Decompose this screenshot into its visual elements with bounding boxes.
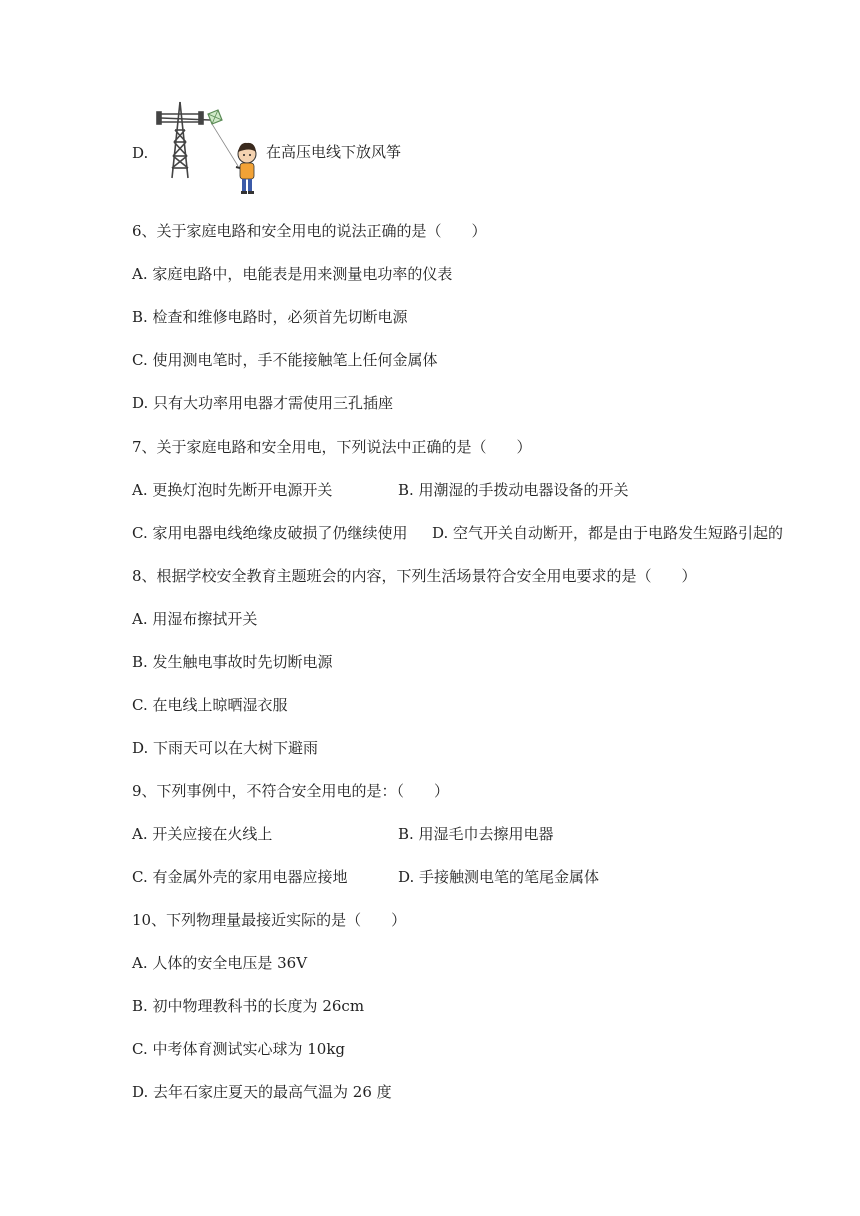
question-10-stem: 10、下列物理量最接近实际的是（ ） (132, 911, 407, 929)
question-9-option-a: A. 开关应接在火线上 (132, 825, 273, 843)
kite-icon (208, 110, 238, 166)
question-6-stem: 6、关于家庭电路和安全用电的说法正确的是（ ） (132, 222, 487, 240)
option-d-caption: 在高压电线下放风筝 (266, 143, 402, 161)
question-6-option-c: C. 使用测电笔时，手不能接触笔上任何金属体 (132, 351, 438, 369)
question-9-stem: 9、下列事例中，不符合安全用电的是：（ ） (132, 782, 450, 800)
question-10-option-c: C. 中考体育测试实心球为 10kg (132, 1040, 346, 1058)
question-7-option-c: C. 家用电器电线绝缘皮破损了仍继续使用 (132, 524, 408, 542)
option-d-letter: D. (132, 144, 149, 162)
question-8-option-c: C. 在电线上晾晒湿衣服 (132, 696, 288, 714)
question-9-option-b: B. 用湿毛巾去擦用电器 (398, 825, 554, 843)
question-9-option-d: D. 手接触测电笔的笔尾金属体 (398, 868, 600, 886)
question-9-option-c: C. 有金属外壳的家用电器应接地 (132, 868, 348, 886)
question-8-option-d: D. 下雨天可以在大树下避雨 (132, 739, 319, 757)
power-pylon-icon (157, 102, 210, 178)
question-6-option-a: A. 家庭电路中，电能表是用来测量电功率的仪表 (132, 265, 453, 283)
question-8-stem: 8、根据学校安全教育主题班会的内容，下列生活场景符合安全用电要求的是（ ） (132, 567, 697, 585)
kite-under-power-line-illustration (150, 96, 270, 204)
question-7-option-a: A. 更换灯泡时先断开电源开关 (132, 481, 333, 499)
question-7-stem: 7、关于家庭电路和安全用电，下列说法中正确的是（ ） (132, 438, 532, 456)
question-6-option-d: D. 只有大功率用电器才需使用三孔插座 (132, 394, 394, 412)
question-8-option-b: B. 发生触电事故时先切断电源 (132, 653, 333, 671)
child-icon (236, 143, 256, 194)
question-10-option-d: D. 去年石家庄夏天的最高气温为 26 度 (132, 1083, 392, 1101)
question-10-option-b: B. 初中物理教科书的长度为 26cm (132, 997, 365, 1015)
question-6-option-b: B. 检查和维修电路时，必须首先切断电源 (132, 308, 408, 326)
question-7-option-d: D. 空气开关自动断开，都是由于电路发生短路引起的 (432, 524, 784, 542)
question-8-option-a: A. 用湿布擦拭开关 (132, 610, 258, 628)
question-7-option-b: B. 用潮湿的手拨动电器设备的开关 (398, 481, 629, 499)
question-10-option-a: A. 人体的安全电压是 36V (132, 954, 308, 972)
